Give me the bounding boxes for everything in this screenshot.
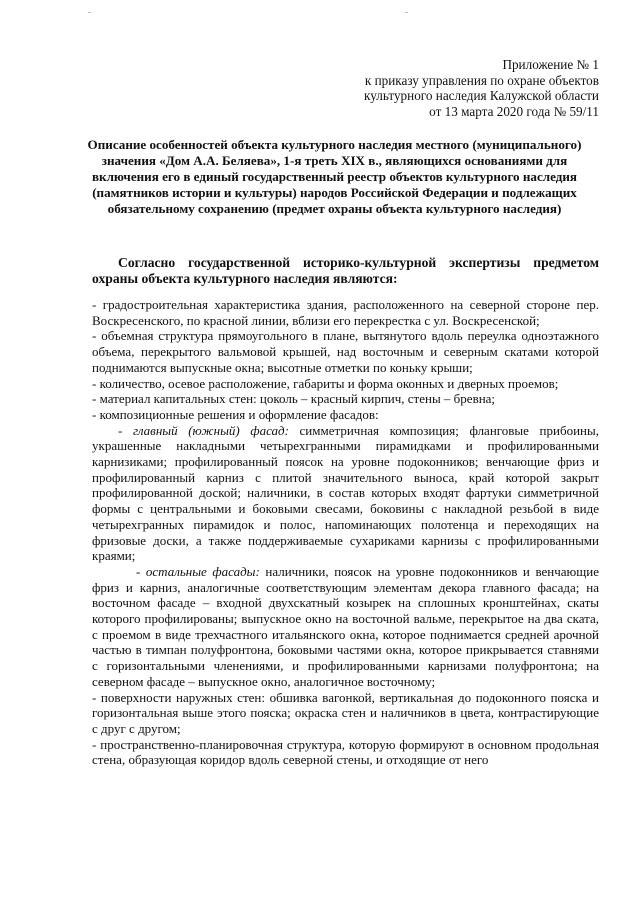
document-title: Описание особенностей объекта культурного наследия местного (муниципального) значения «Дом А.А. Беляева», 1-я треть XIX в., являющихся основаниями для включения его в единый государственный реестр объектов культурного наследия (памятников истории и культуры) народов Российской Федерации и подлежащих обязательному сохранению (предмет охраны объекта культурного наследия) xyxy=(87,137,582,217)
body-text xyxy=(92,297,599,768)
item-other-facades xyxy=(92,564,599,690)
main-facade-text: симметричная композиция; фланговые прибоины, украшенные накладными четырехгранными пирамидками и профилированными карнизиками; профилированный поясок на уровне подоконников; венчающие фриз и профилированный карниз с плитой значительного выноса, край которой закрыт профилированной доской; наличники, в состав которых входят фартуки симметричной формы с центральными и боковыми свесами, боковины с накладной резьбой в виде четырехгранных пирамидок и полос, напоминающих полотенца и переходящих на фризовые доски, а также поддерживаемые сухариками карнизы с профилированными краями; xyxy=(92,422,599,564)
item-urban-planning: - градостроительная характеристика здания, расположенного на северной стороне пер. Воскресенского, по красной линии, вблизи его перекрестка с ул. Воскресенской; xyxy=(92,297,599,328)
appendix-line-2: к приказу управления по охране объектов xyxy=(364,72,599,88)
item-main-facade xyxy=(92,423,599,564)
item-facades: - композиционные решения и оформление фасадов: xyxy=(92,406,379,422)
main-facade-label: - главный (южный) фасад: xyxy=(118,422,289,438)
appendix-line-3: культурного наследия Калужской области xyxy=(364,88,599,103)
intro-paragraph: Согласно государственной историко-культурной экспертизы предметом охраны объекта культурного наследия являются: xyxy=(92,255,599,286)
appendix-header xyxy=(364,57,599,119)
item-openings: - количество, осевое расположение, габариты и форма оконных и дверных проемов; xyxy=(92,375,559,391)
scan-artifact xyxy=(405,12,408,13)
other-facades-text: наличники, поясок на уровне подоконников и венчающие фриз и карниз, аналогичные соответствующим элементам декора главного фасада; на восточном фасаде – входной двухскатный козырек на сплошных кронштейнах, скаты которого профилированы; выпускное окно на восточной вальме, перекрытое на два ската, с проемом в виде трехчастного итальянского окна, которое поднимается средней арочной частью в тимпан полуфронтона, боковыми частями окна, которое прикрывается ставнями с горизонтальными членениями, и профилированными карнизами полуфронтона; на северном фасаде – выпускное окно, аналогичное восточному; xyxy=(92,563,599,689)
item-wall-surfaces: - поверхности наружных стен: обшивка вагонкой, вертикальная до подоконного пояска и горизонтальная выше этого пояска; окраска стен и наличников в цвета, контрастирующие с друг с другом; xyxy=(92,689,599,736)
item-spatial-structure: - пространственно-планировочная структура, которую формируют в основном продольная стена, образующая коридор вдоль северной стены, и отходящие от него xyxy=(92,736,599,768)
appendix-line-1: Приложение № 1 xyxy=(502,57,599,72)
item-wall-material: - материал капитальных стен: цоколь – красный кирпич, стены – бревна; xyxy=(92,391,496,407)
scan-artifact xyxy=(88,12,91,13)
item-volume-structure: - объемная структура прямоугольного в плане, вытянутого вдоль переулка одноэтажного объема, перекрытого вальмовой крышей, над восточным и северным скатами которой поднимаются выпускные окна; высотные отметки по коньку крыши; xyxy=(92,328,599,375)
appendix-line-4: от 13 марта 2020 года № 59/11 xyxy=(429,103,599,119)
other-facades-label: - остальные фасады: xyxy=(136,563,260,579)
